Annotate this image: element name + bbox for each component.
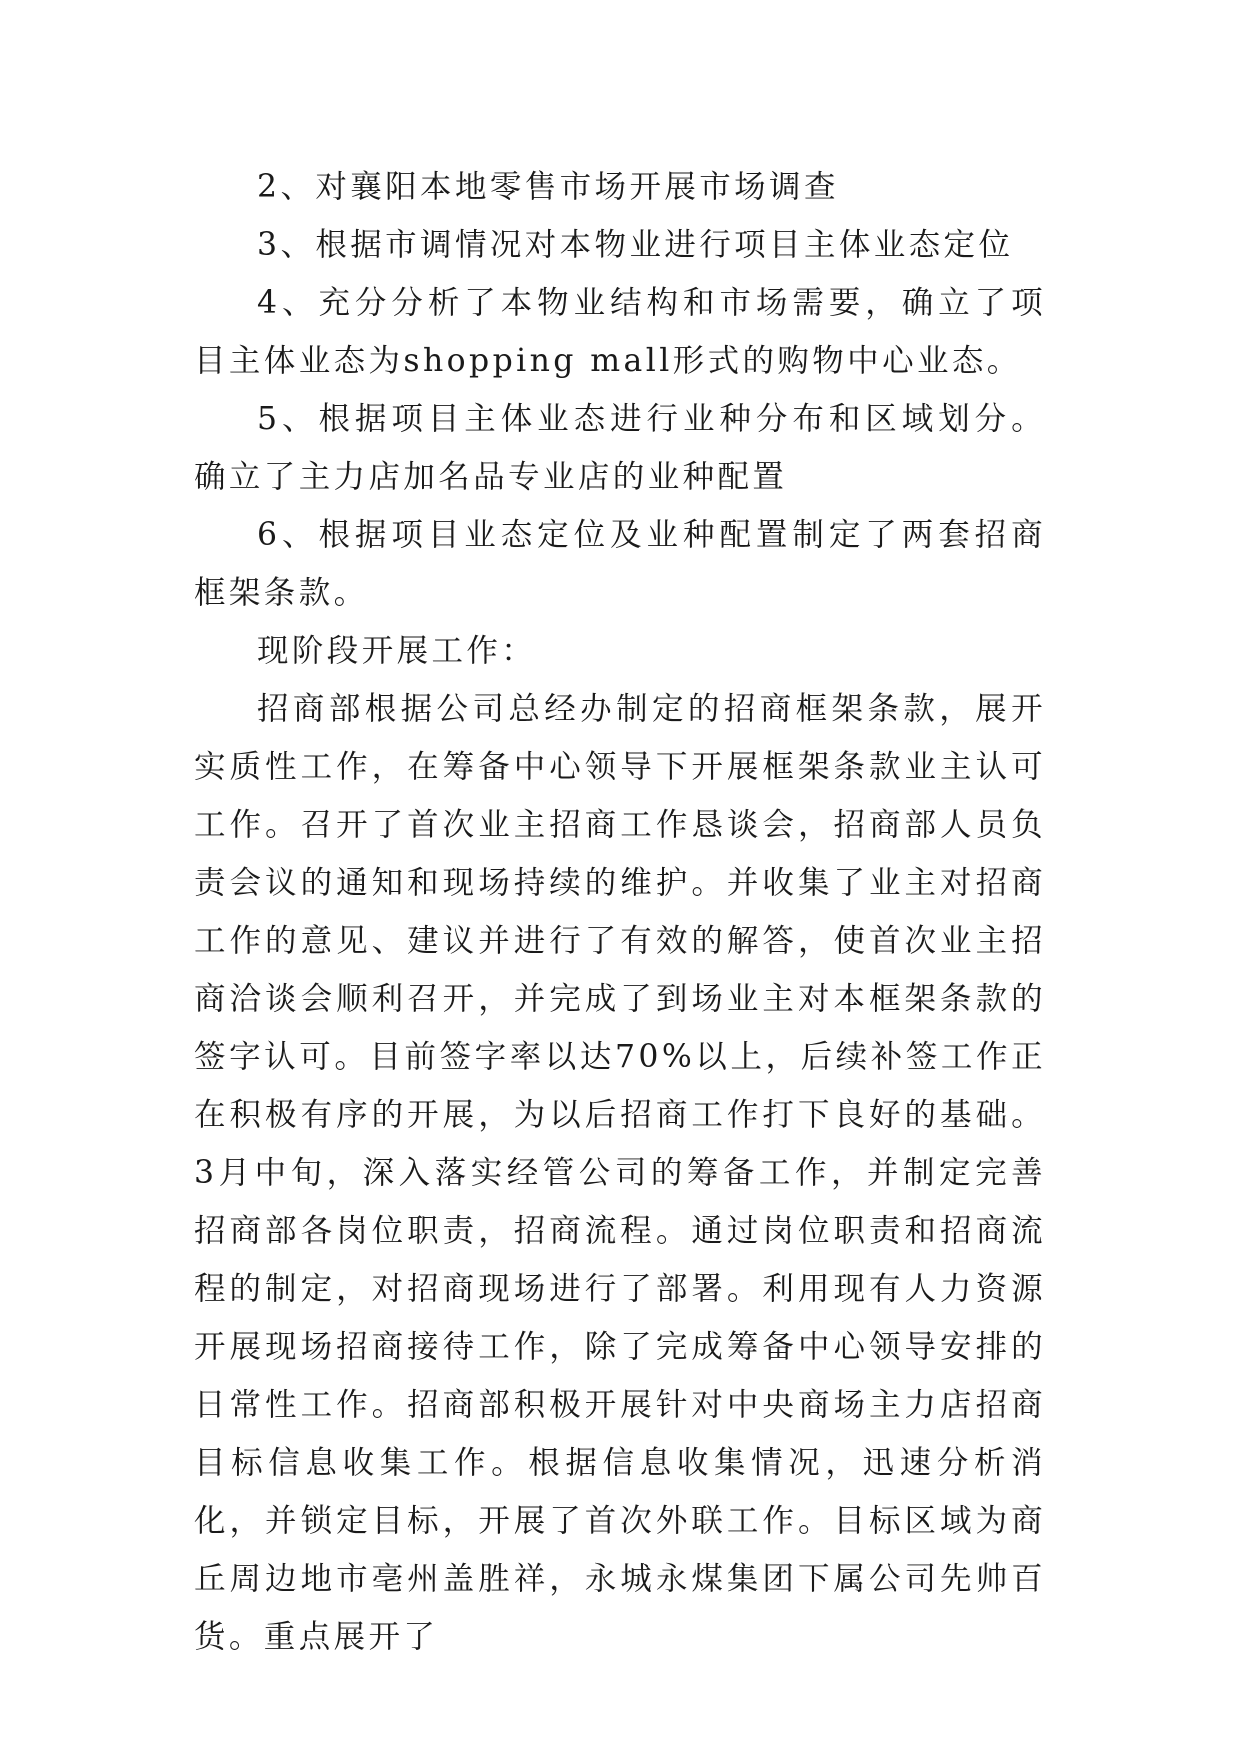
document-body: [194, 158, 1046, 1666]
paragraph-item-6: 6、根据项目业态定位及业种配置制定了两套招商框架条款。: [194, 517, 1046, 611]
paragraph-item-3: 3、根据市调情况对本物业进行项目主体业态定位: [257, 227, 1014, 263]
paragraph-item-4: 4、充分分析了本物业结构和市场需要，确立了项目主体业态为shopping mall形式的购物中心业态。: [194, 285, 1046, 379]
paragraph-current-work: 招商部根据公司总经办制定的招商框架条款，展开实质性工作，在筹备中心领导下开展框架条款业主认可工作。召开了首次业主招商工作恳谈会，招商部人员负责会议的通知和现场持续的维护。并收集了业主对招商工作的意见、建议并进行了有效的解答，使首次业主招商洽谈会顺利召开，并完成了到场业主对本框架条款的签字认可。目前签字率以达70%以上，后续补签工作正在积极有序的开展，为以后招商工作打下良好的基础。3月中旬，深入落实经管公司的筹备工作，并制定完善招商部各岗位职责，招商流程。通过岗位职责和招商流程的制定，对招商现场进行了部署。利用现有人力资源开展现场招商接待工作，除了完成筹备中心领导安排的日常性工作。招商部积极开展针对中央商场主力店招商目标信息收集工作。根据信息收集情况，迅速分析消化，并锁定目标，开展了首次外联工作。目标区域为商丘周边地市亳州盖胜祥，永城永煤集团下属公司先帅百货。重点展开了: [194, 691, 1046, 1655]
paragraph-item-5: 5、根据项目主体业态进行业种分布和区域划分。确立了主力店加名品专业店的业种配置: [194, 401, 1046, 495]
section-heading-current-work: 现阶段开展工作：: [257, 633, 537, 669]
paragraph-item-2: 2、对襄阳本地零售市场开展市场调查: [257, 169, 839, 205]
